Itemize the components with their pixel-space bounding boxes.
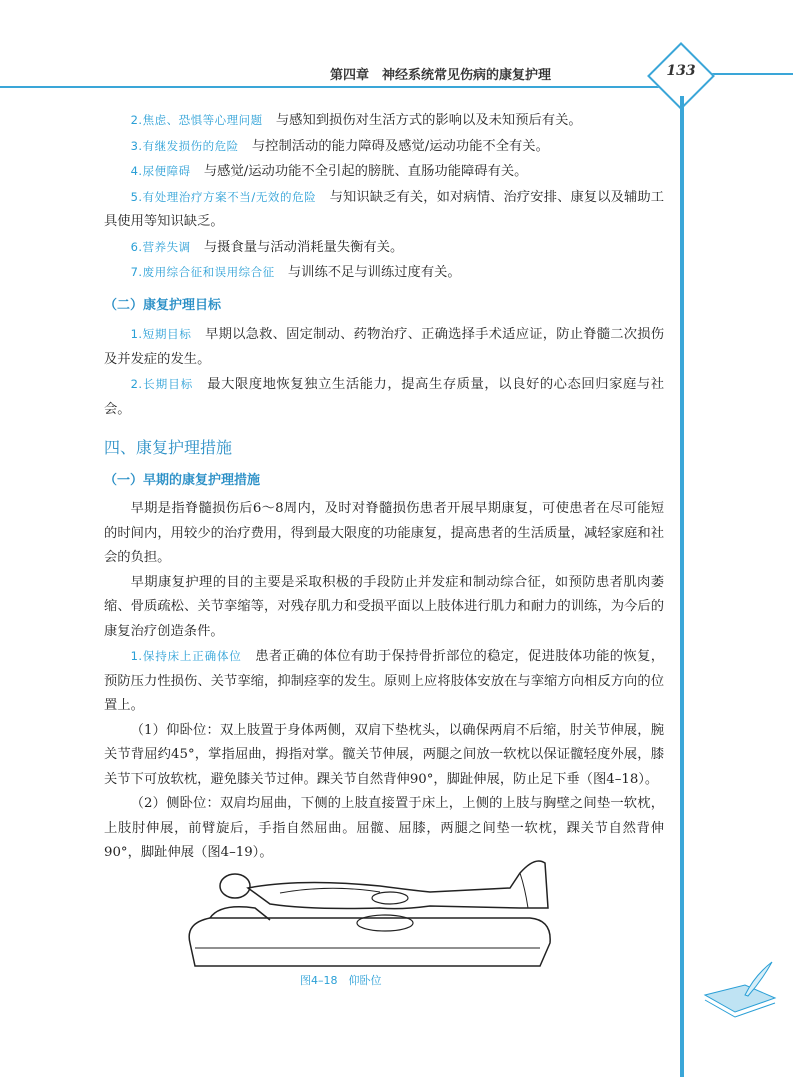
item-text: 与训练不足与训练过度有关。	[287, 265, 461, 280]
item-label: 2.焦虑、恐惧等心理问题	[130, 113, 263, 127]
list-item	[104, 159, 664, 185]
list-item	[104, 235, 664, 261]
item-label: 3.有继发损伤的危险	[130, 138, 239, 153]
item-label: 1.短期目标	[130, 327, 192, 341]
item-label: 4.尿便障碍	[130, 164, 191, 178]
section-heading-measures: 四、康复护理措施	[104, 438, 233, 457]
paragraph: 早期是指脊髓损伤后6～8周内，及时对脊髓损伤患者开展早期康复，可使患者在尽可能短的时间内，用较少的治疗费用，得到最大限度的功能康复，提高患者的生活质量，减轻家庭和社会的负担。	[104, 501, 664, 565]
item-label: 6.营养失调	[130, 239, 191, 254]
page-body	[104, 108, 664, 866]
list-item	[104, 260, 664, 286]
list-item	[104, 185, 664, 235]
item-text: 与感觉/运动功能不全引起的膀胱、直肠功能障碍有关。	[203, 164, 528, 179]
list-item	[104, 322, 664, 372]
header-rule	[0, 86, 683, 88]
item-text: 与感知到损伤对生活方式的影响以及未知预后有关。	[275, 113, 582, 128]
supine-position-illustration	[180, 848, 560, 978]
paragraph-side: （2）侧卧位：双肩均屈曲，下侧的上肢直接置于床上，上侧的上肢与胸壁之间垫一软枕，上肢肘伸展，前臂旋后，手指自然屈曲。屈髋、屈膝，两腿之间垫一软枕，踝关节自然背伸90°，脚趾伸展（图4–19）。	[104, 796, 664, 860]
item-text: 患者正确的体位有助于保持骨折部位的稳定，促进肢体功能的恢复，预防压力性损伤、关节挛缩，抑制痉挛的发生。原则上应将肢体安放在与挛缩方向相反方向的位置上。	[104, 649, 665, 713]
item-text: 早期以急救、固定制动、药物治疗、正确选择手术适应证，防止脊髓二次损伤及并发症的发生。	[104, 327, 665, 367]
chapter-title: 第四章 神经系统常见伤病的康复护理	[330, 68, 552, 83]
item-label: 2.长期目标	[130, 377, 194, 391]
list-item	[104, 108, 664, 134]
item-label: 1.保持床上正确体位	[130, 649, 242, 663]
quill-book-icon	[700, 960, 780, 1020]
page-number: 133	[666, 63, 696, 79]
list-item	[104, 372, 664, 422]
item-label: 5.有处理治疗方案不当/无效的危险	[130, 189, 317, 204]
figure-caption: 图4–18 仰卧位	[300, 974, 382, 987]
item-label: 7.废用综合征和误用综合征	[130, 265, 275, 279]
section-heading-goals: （二）康复护理目标	[104, 297, 222, 313]
paragraph-supine: （1）仰卧位：双上肢置于身体两侧，双肩下垫枕头，以确保两肩不后缩，肘关节伸展，腕关节背屈约45°，掌指屈曲，拇指对掌。髋关节伸展，两腿之间放一软枕以保证髋轻度外展，膝关节下可放软枕，避免膝关节过伸。踝关节自然背伸90°，脚趾伸展，防止足下垂（图4–18）。	[104, 722, 664, 787]
list-item	[104, 134, 664, 160]
subsection-heading-early: （一）早期的康复护理措施	[104, 472, 261, 488]
margin-rule	[680, 96, 684, 1077]
item-text: 与摄食量与活动消耗量失衡有关。	[203, 239, 404, 255]
header-rule-right	[702, 73, 793, 75]
item-text: 与控制活动的能力障碍及感觉/运动功能不全有关。	[251, 138, 549, 154]
list-item	[104, 644, 664, 719]
item-text: 与知识缺乏有关，如对病情、治疗安排、康复以及辅助工具使用等知识缺乏。	[104, 189, 665, 229]
item-text: 最大限度地恢复独立生活能力，提高生存质量，以良好的心态回归家庭与社会。	[104, 377, 664, 417]
paragraph: 早期康复护理的目的主要是采取积极的手段防止并发症和制动综合征，如预防患者肌肉萎缩、骨质疏松、关节挛缩等，对残存肌力和受损平面以上肢体进行肌力和耐力的训练，为今后的康复治疗创造条件。	[104, 574, 664, 639]
